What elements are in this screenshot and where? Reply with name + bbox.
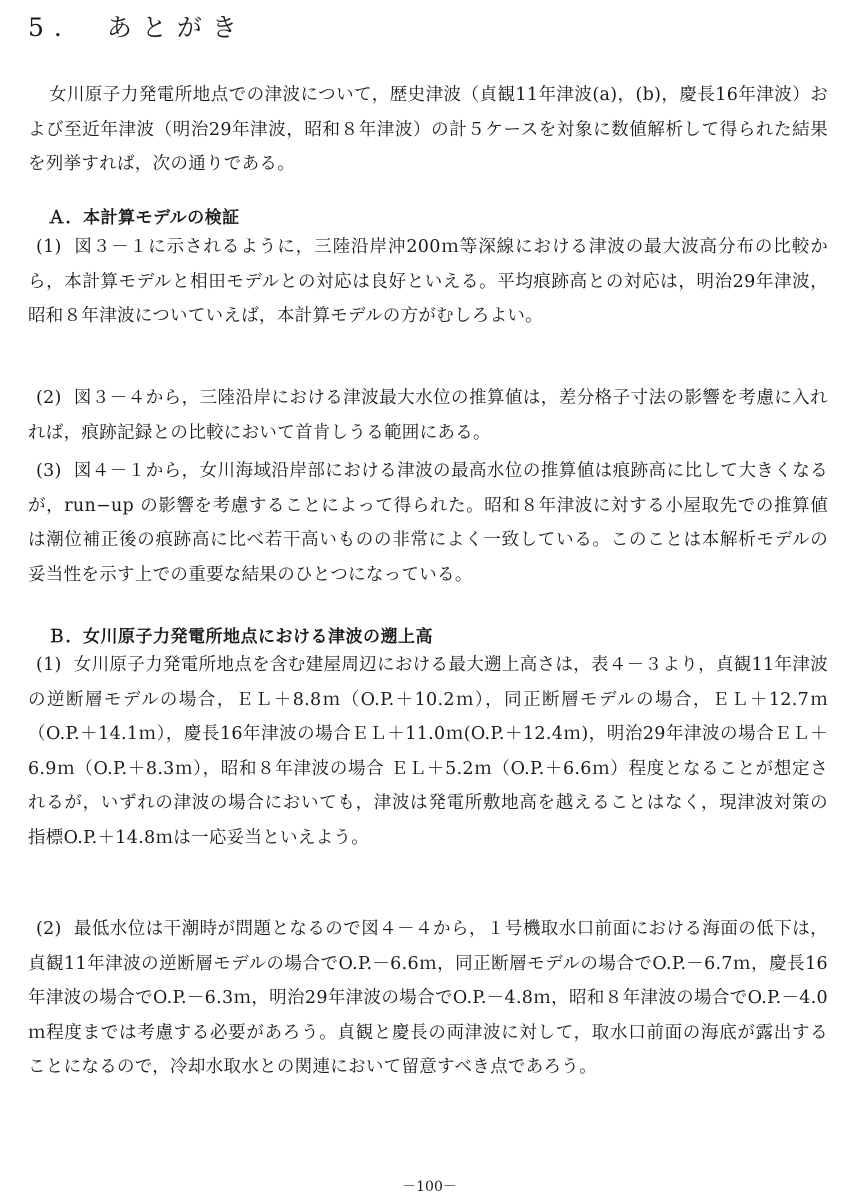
section-b-heading: Ｂ．女川原子力発電所地点における津波の遡上高	[48, 627, 433, 647]
section-title: 5. あとがき	[28, 13, 247, 42]
item-number: (2)	[36, 919, 62, 939]
item-text: 女川原子力発電所地点を含む建屋周辺における最大遡上高さは，表４－３より，貞観11年津波の逆断層モデルの場合，ＥＬ＋8.8ｍ（O.P.＋10.2ｍ），同正断層モデルの場合，ＥＬ＋12.7ｍ（O.P.＋14.1ｍ），慶長16年津波の場合ＥＬ＋11.0ｍ(O.P.＋12.4ｍ)，明治29年津波の場合ＥＬ＋6.9ｍ（O.P.＋8.3ｍ），昭和８年津波の場合 ＥＬ＋5.2ｍ（O.P.＋6.6ｍ）程度となることが想定されるが，いずれの津波の場合においても，津波は発電所敷地高を越えることはなく，現津波対策の指標O.P.＋14.8ｍは一応妥当といえよう。	[28, 655, 828, 848]
section-a-item-1	[28, 230, 828, 334]
item-number: (1)	[36, 655, 62, 675]
item-number: (2)	[36, 388, 62, 408]
section-b-item-1	[28, 648, 828, 855]
item-text: 図３－１に示されるように，三陸沿岸沖200ｍ等深線における津波の最大波高分布の比較から，本計算モデルと相田モデルとの対応は良好といえる。平均痕跡高との対応は，明治29年津波，昭和８年津波についていえば，本計算モデルの方がむしろよい。	[28, 237, 828, 326]
intro-paragraph: 女川原子力発電所地点での津波について，歴史津波（貞観11年津波(a)，(b)，慶長16年津波）および至近年津波（明治29年津波，昭和８年津波）の計５ケースを対象に数値解析して得られた結果を列挙すれば，次の通りである。	[28, 85, 828, 174]
item-text: 最低水位は干潮時が問題となるので図４－４から，１号機取水口前面における海面の低下は，貞観11年津波の逆断層モデルの場合でO.P.－6.6ｍ，同正断層モデルの場合でO.P.－6.7ｍ，慶長16年津波の場合でO.P.－6.3ｍ，明治29年津波の場合でO.P.－4.8ｍ，昭和８年津波の場合でO.P.－4.0ｍ程度までは考慮する必要があろう。貞観と慶長の両津波に対して，取水口前面の海底が露出することになるので，冷却水取水との関連において留意すべき点であろう。	[28, 919, 828, 1077]
item-number: (3)	[36, 461, 62, 481]
item-text: 図３－４から，三陸沿岸における津波最大水位の推算値は，差分格子寸法の影響を考慮に入れれば，痕跡記録との比較において首肯しうる範囲にある。	[28, 388, 828, 443]
section-a-item-3	[28, 454, 828, 592]
section-b-item-2	[28, 912, 828, 1085]
item-text: 図４－１から，女川海域沿岸部における津波の最高水位の推算値は痕跡高に比して大きくなるが，run−up の影響を考慮することによって得られた。昭和８年津波に対する小屋取先での推算値は潮位補正後の痕跡高に比べ若干高いものの非常によく一致している。このことは本解析モデルの妥当性を示す上での重要な結果のひとつになっている。	[28, 461, 828, 585]
section-a-item-2	[28, 381, 828, 450]
page-number: －100－	[402, 1179, 457, 1195]
section-a-heading: Ａ．本計算モデルの検証	[48, 208, 240, 228]
item-number: (1)	[36, 237, 62, 257]
